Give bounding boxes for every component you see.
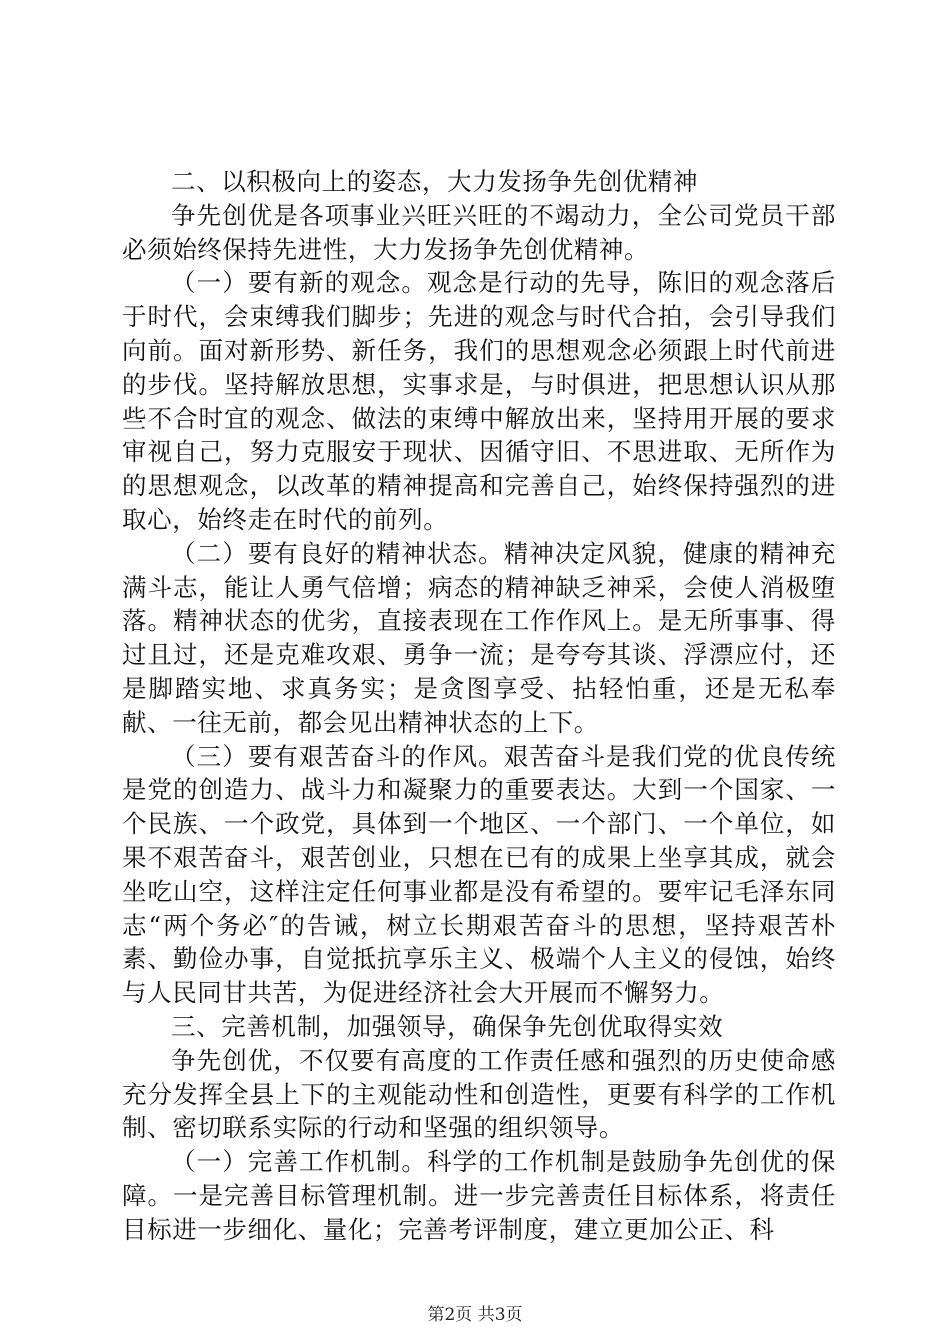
- body-paragraph: （一）要有新的观念。观念是行动的先导，陈旧的观念落后于时代，会束缚我们脚步；先进的观念与时代合拍，会引导我们向前。面对新形势、新任务，我们的思想观念必须跟上时代前进的步伐。坚持解放思想，实事求是，与时俱进，把思想认识从那些不合时宜的观念、做法的束缚中解放出来，坚持用开展的要求审视自己，努力克服安于现状、因循守旧、不思进取、无所作为的思想观念，以改革的精神提高和完善自己，始终保持强烈的进取心，始终走在时代的前列。: [122, 268, 836, 534]
- section-heading-2: 二、以积极向上的姿态，大力发扬争先创优精神: [171, 167, 699, 196]
- body-paragraph: （三）要有艰苦奋斗的作风。艰苦奋斗是我们党的优良传统是党的创造力、战斗力和凝聚力的重要表达。大到一个国家、一个民族、一个政党，具体到一个地区、一个部门、一个单位，如果不艰苦奋斗，艰苦创业，只想在已有的成果上坐享其成，就会坐吃山空，这样注定任何事业都是没有希望的。要牢记毛泽东同志“两个务必″的告诫，树立长期艰苦奋斗的思想，坚持艰苦朴素、勤俭办事，自觉抵抗享乐主义、极端个人主义的侵蚀，始终与人民同甘共苦，为促进经济社会大开展而不懈努力。: [122, 741, 836, 1008]
- body-paragraph: 争先创优，不仅要有高度的工作责任感和强烈的历史使命感充分发挥全县上下的主观能动性和创造性，更要有科学的工作机制、密切联系实际的行动和坚强的组织领导。: [122, 1045, 836, 1143]
- document-body: [122, 165, 836, 1247]
- body-paragraph: （二）要有良好的精神状态。精神决定风貌，健康的精神充满斗志，能让人勇气倍增；病态的精神缺乏神采，会使人消极堕落。精神状态的优劣，直接表现在工作作风上。是无所事事、得过且过，还是克难攻艰、勇争一流；是夸夸其谈、浮漂应付，还是脚踏实地、求真务实；是贪图享受、拈轻怕重，还是无私奉献、一往无前，都会见出精神状态的上下。: [122, 538, 836, 737]
- body-paragraph: 争先创优是各项事业兴旺兴旺的不竭动力，全公司党员干部必须始终保持先进性，大力发扬争先创优精神。: [122, 200, 836, 264]
- section-heading-3: 三、完善机制，加强领导，确保争先创优取得实效: [171, 1011, 724, 1041]
- body-paragraph: （一）完善工作机制。科学的工作机制是鼓励争先创优的保障。一是完善目标管理机制。进一步完善责任目标体系，将责任目标进一步细化、量化；完善考评制度，建立更加公正、科: [122, 1147, 836, 1244]
- page-number-footer: 第2页 共3页: [427, 1305, 523, 1325]
